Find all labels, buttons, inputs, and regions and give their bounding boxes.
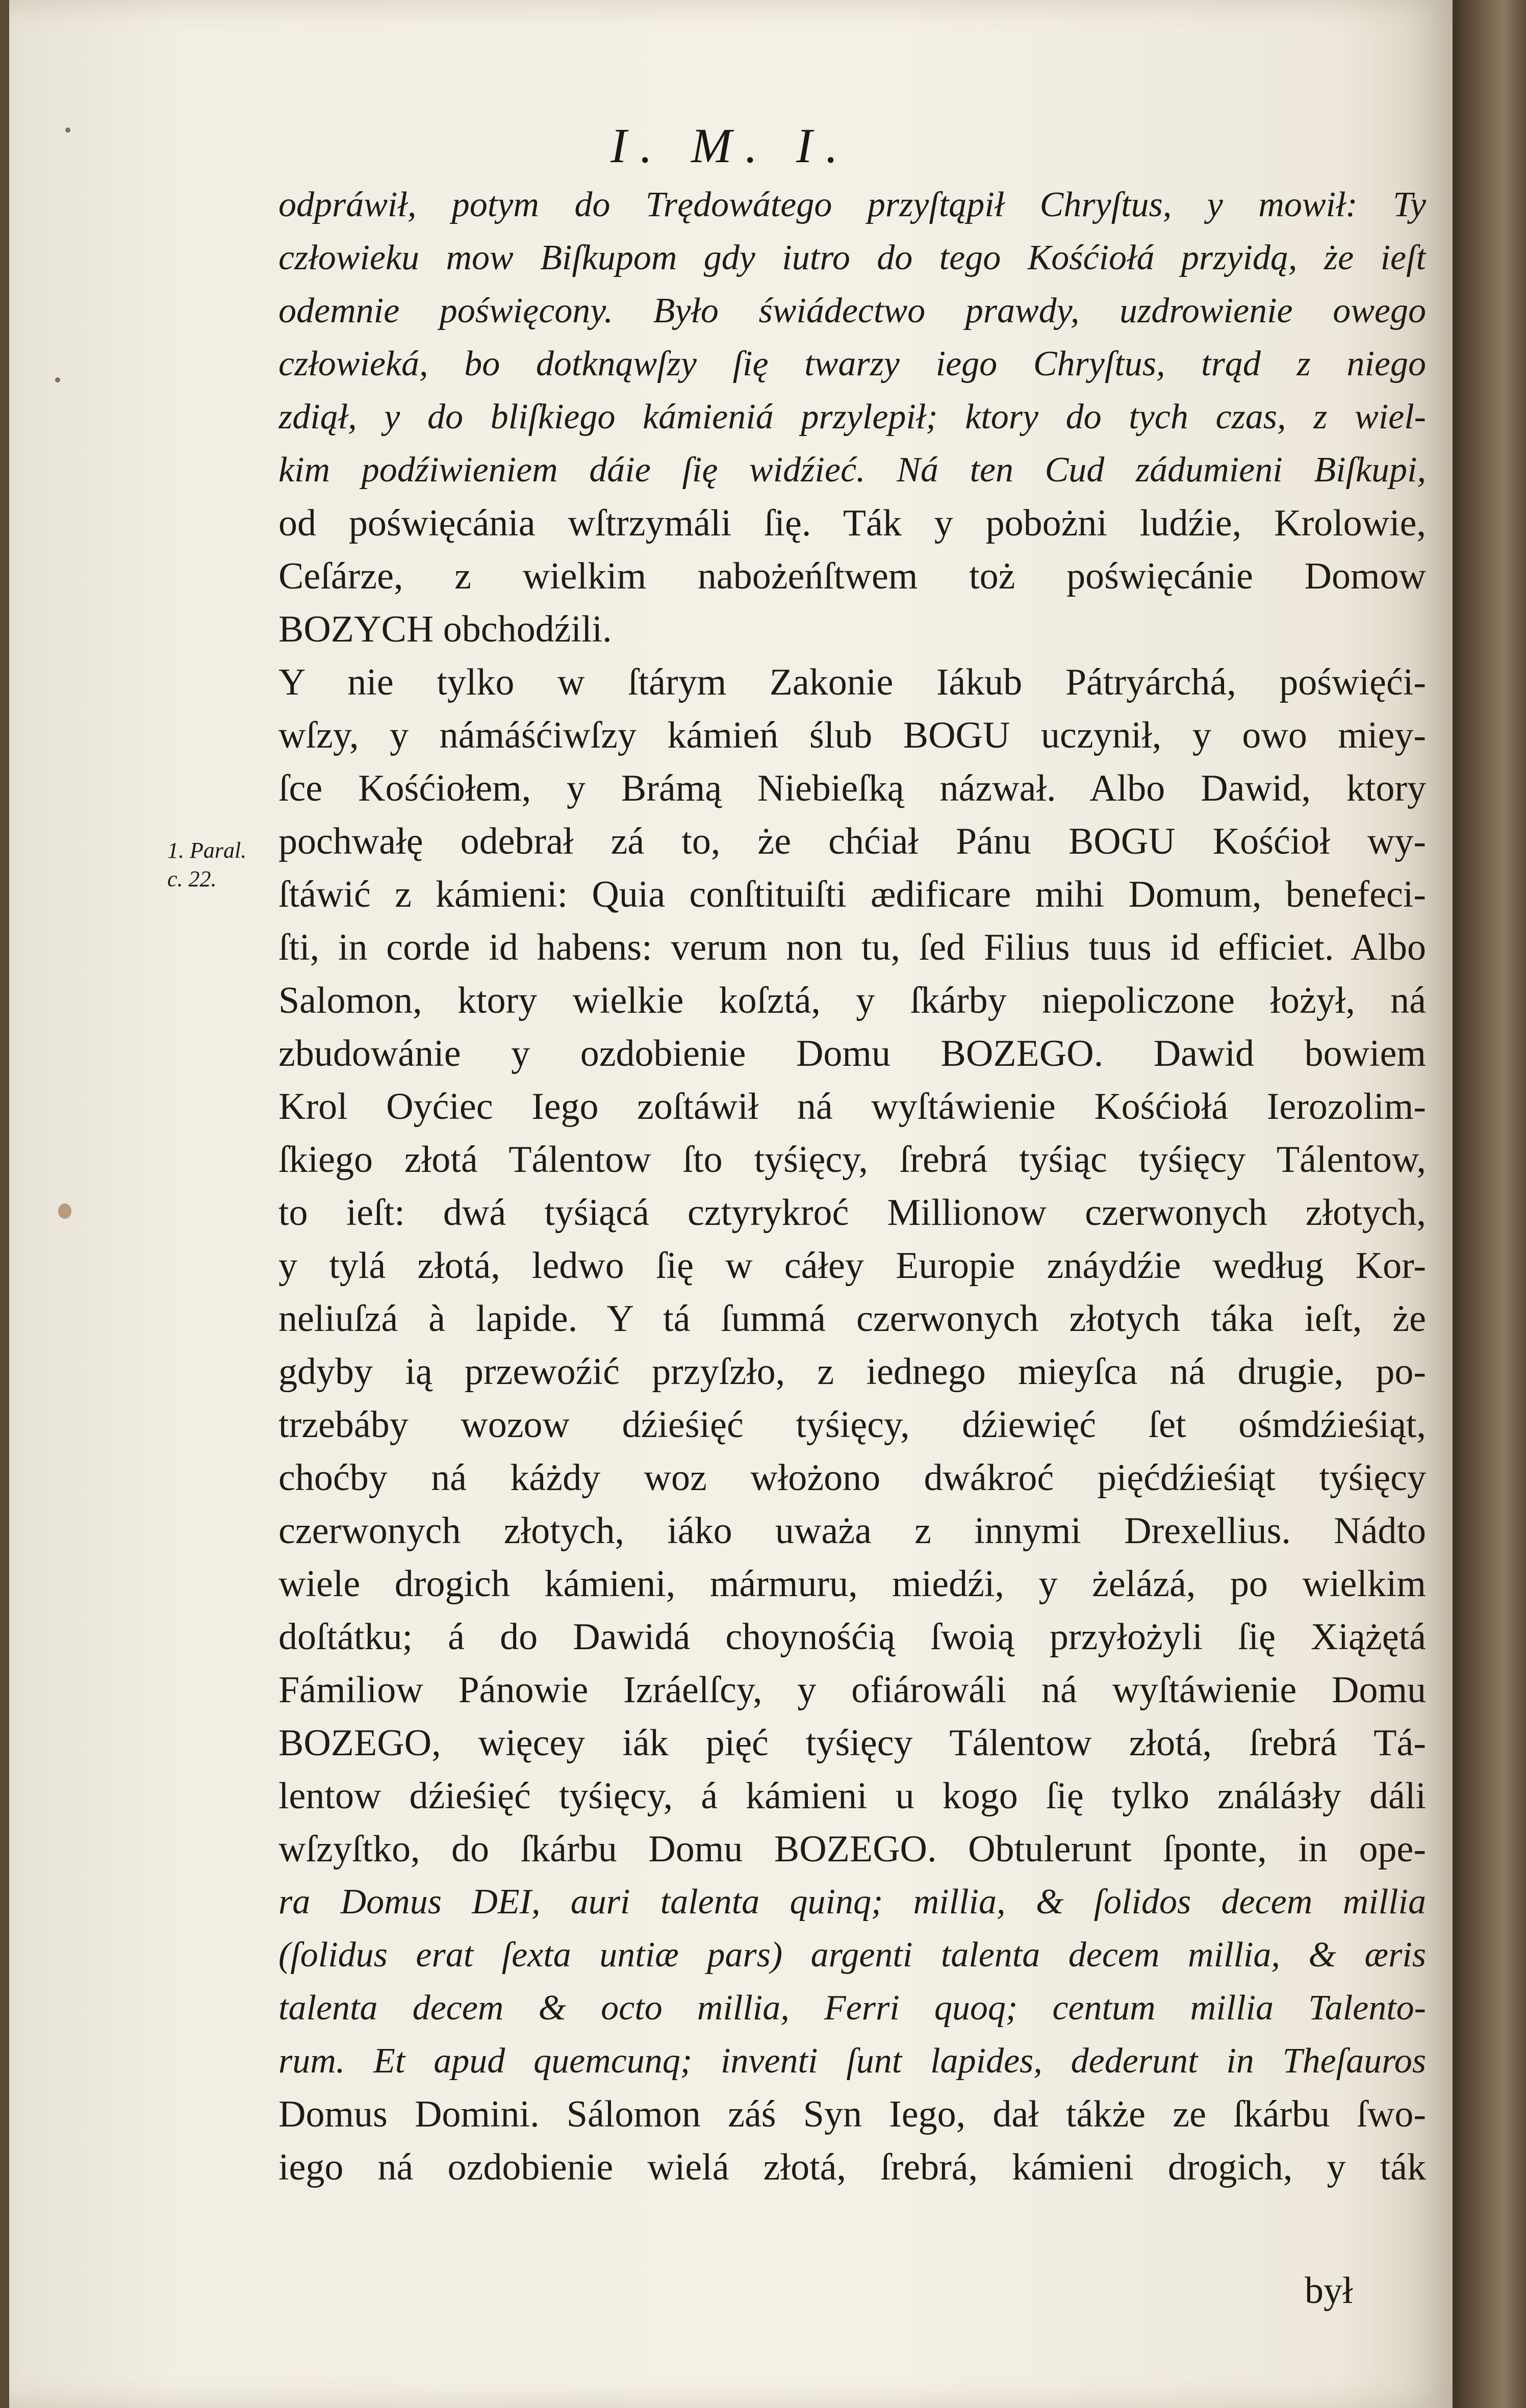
catchword: był <box>1305 2270 1353 2312</box>
text-line: ſti, in corde id habens: verum non tu, ſed Filius tuus id efficiet. Albo <box>278 927 1426 968</box>
ink-spot <box>65 127 70 133</box>
text-line: lentow dźieśięć tyśięcy, á kámieni u kogo ſię tylko ználáзły dáli <box>278 1775 1426 1817</box>
text-line: wſzy, y námáśćiwſzy kámień ślub BOGU uczynił, y owo miey- <box>278 714 1426 756</box>
margin-note <box>167 836 274 893</box>
text-line: Salomon, ktory wielkie koſztá, y ſkárby niepoliczone łożył, ná <box>278 980 1426 1021</box>
text-line: Krol Oyćiec Iego zoſtáwił ná wyſtáwienie Kośćiołá Ierozolim- <box>278 1086 1426 1128</box>
text-line: rum. Et apud quemcunq; inventi ſunt lapides, dederunt in Theſauros <box>278 2041 1426 2081</box>
text-line: zbudowánie y ozdobienie Domu BOZEGO. Dawid bowiem <box>278 1033 1426 1074</box>
margin-note-line-2: c. 22. <box>167 866 217 891</box>
text-line: ſtáwić z kámieni: Quia conſtituiſti ædificare mihi Domum, benefeci- <box>278 874 1426 915</box>
text-line: neliuſzá à lapide. Y tá ſummá czerwonych złotych táka ieſt, że <box>278 1298 1426 1340</box>
text-line: to ieſt: dwá tyśiącá cztyrykroć Millionow czerwonych złotych, <box>278 1192 1426 1234</box>
text-line: trzebáby wozow dźieśięć tyśięcy, dźiewięć ſet ośmdźieśiąt, <box>278 1404 1426 1446</box>
text-line: pochwałę odebrał zá to, że chćiał Pánu BOGU Kośćioł wy- <box>278 821 1426 862</box>
text-line: iego ná ozdobienie wielá złotá, ſrebrá, kámieni drogich, y ták <box>278 2146 1426 2188</box>
text-line: człowieku mow Biſkupom gdy iutro do tego Kośćiołá przyidą, że ieſt <box>278 238 1426 277</box>
text-line: ſkiego złotá Tálentow ſto tyśięcy, ſrebrá tyśiąc tyśięcy Tálentow, <box>278 1139 1426 1181</box>
text-line: BOZEGO, więcey iák pięć tyśięcy Tálentow złotá, ſrebrá Tá- <box>278 1722 1426 1764</box>
margin-note-line-1: 1. Paral. <box>167 838 247 863</box>
text-line: kim podźiwieniem dáie ſię widźieć. Ná ten Cud zádumieni Biſkupi, <box>278 450 1426 490</box>
ink-spot <box>55 377 60 382</box>
text-line: Ceſárze, z wielkim nabożeńſtwem toż poświęcánie Domow <box>278 555 1426 597</box>
text-line: człowieká, bo dotknąwſzy ſię twarzy iego Chryſtus, trąd z niego <box>278 344 1426 383</box>
body-text <box>278 178 1426 2194</box>
text-line: wſzyſtko, do ſkárbu Domu BOZEGO. Obtulerunt ſponte, in ope- <box>278 1828 1426 1870</box>
text-line: Domus Domini. Sálomon záś Syn Iego, dał tákże ze ſkárbu ſwo- <box>278 2093 1426 2135</box>
text-line: zdiął, y do bliſkiego kámieniá przylepił; ktory do tych czas, z wiel- <box>278 397 1426 437</box>
next-page-edge <box>1453 0 1526 2408</box>
text-line: choćby ná káżdy woz włożono dwákroć pięćdźieśiąt tyśięcy <box>278 1457 1426 1499</box>
page-header: I. M. I. <box>611 118 851 173</box>
text-line: ra Domus DEI, auri talenta quinq; millia, & ſolidos decem millia <box>278 1882 1426 1922</box>
text-line: czerwonych złotych, iáko uważa z innymi Drexellius. Nádto <box>278 1510 1426 1552</box>
text-line: BOZYCH obchodźili. <box>278 608 612 650</box>
text-line: talenta decem & octo millia, Ferri quoq; centum millia Talento- <box>278 1988 1426 2028</box>
text-line: (ſolidus erat ſexta untiæ pars) argenti talenta decem millia, & æris <box>278 1935 1426 1975</box>
text-line: gdyby ią przewoźić przyſzło, z iednego mieyſca ná drugie, po- <box>278 1351 1426 1393</box>
text-line: od poświęcánia wſtrzymáli ſię. Ták y pobożni ludźie, Krolowie, <box>278 502 1426 544</box>
text-line: ſce Kośćiołem, y Brámą Niebieſką názwał. Albo Dawid, ktory <box>278 767 1426 809</box>
text-line: wiele drogich kámieni, mármuru, miedźi, y żelázá, po wielkim <box>278 1563 1426 1605</box>
text-line: odemnie poświęcony. Było świádectwo prawdy, uzdrowienie owego <box>278 291 1426 330</box>
book-page <box>9 0 1453 2408</box>
text-line: Y nie tylko w ſtárym Zakonie Iákub Pátryárchá, poświęći- <box>278 661 1426 703</box>
text-line: doſtátku; á do Dawidá choynośćią ſwoią przyłożyli ſię Xiążętá <box>278 1616 1426 1658</box>
text-line: Fámiliow Pánowie Izráelſcy, y ofiárowáli ná wyſtáwienie Domu <box>278 1669 1426 1711</box>
text-line: odpráwił, potym do Trędowátego przyſtąpił Chryſtus, y mowił: Ty <box>278 185 1426 224</box>
ink-stain <box>58 1203 71 1219</box>
text-line: y tylá złotá, ledwo ſię w cáłey Europie znáydźie według Kor- <box>278 1245 1426 1287</box>
